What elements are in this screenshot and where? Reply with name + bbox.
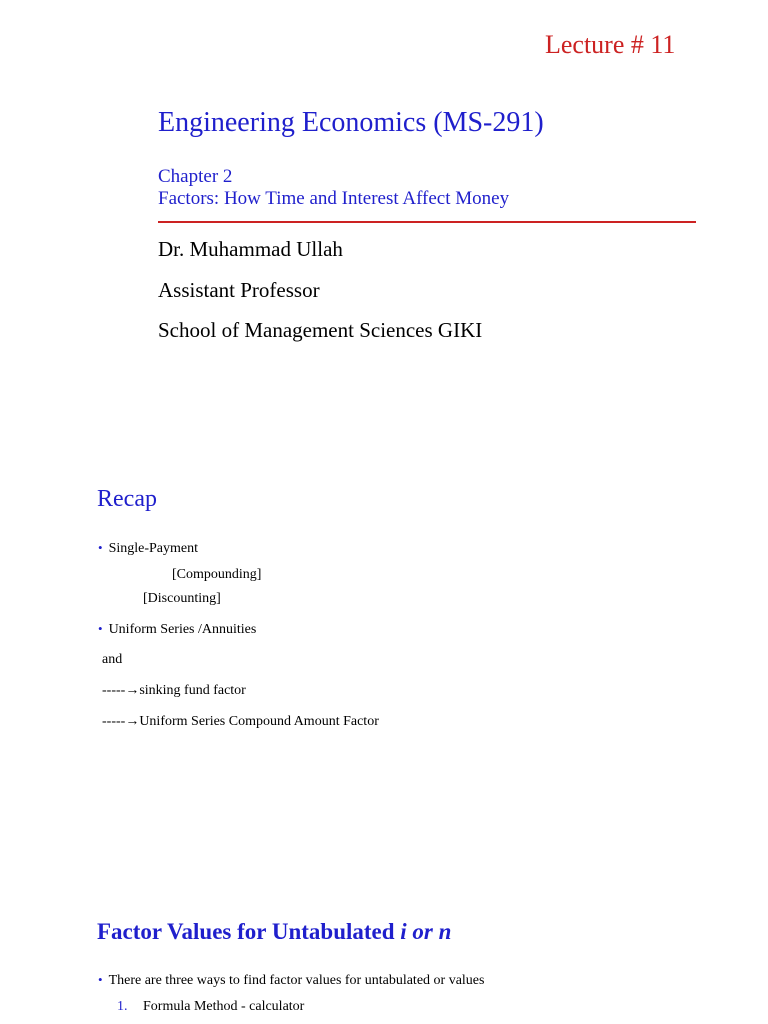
factor-bullet-item bbox=[98, 973, 484, 989]
item-number: 1. bbox=[117, 999, 128, 1014]
author-name: Dr. Muhammad Ullah bbox=[158, 237, 343, 261]
chapter-label: Chapter 2 bbox=[158, 166, 233, 187]
author-position: Assistant Professor bbox=[158, 278, 320, 302]
recap-item-text: and bbox=[102, 652, 123, 667]
recap-arrow-item bbox=[102, 714, 379, 730]
recap-subitem bbox=[172, 567, 261, 583]
recap-item-text: Single-Payment bbox=[108, 541, 198, 556]
recap-bullet-item bbox=[98, 622, 256, 638]
recap-item-text: [Compounding] bbox=[172, 567, 262, 582]
recap-heading: Recap bbox=[97, 486, 157, 512]
arrow-prefix: ----- bbox=[102, 714, 126, 729]
bullet-icon: • bbox=[98, 540, 103, 555]
recap-subitem bbox=[102, 652, 122, 668]
course-title: Engineering Economics (MS-291) bbox=[158, 107, 544, 138]
recap-subitem bbox=[143, 591, 221, 607]
recap-item-text: Uniform Series Compound Amount Factor bbox=[139, 714, 379, 729]
bullet-icon: • bbox=[98, 972, 103, 987]
factor-heading-main: Factor Values for Untabulated bbox=[97, 919, 401, 944]
title-divider bbox=[158, 221, 696, 223]
recap-arrow-item bbox=[102, 683, 246, 699]
recap-item-text: sinking fund factor bbox=[139, 683, 246, 698]
author-school: School of Management Sciences GIKI bbox=[158, 318, 483, 342]
numbered-item-text: Formula Method - calculator bbox=[143, 999, 305, 1014]
factor-heading bbox=[97, 919, 451, 945]
lecture-number: Lecture # 11 bbox=[545, 30, 676, 59]
arrow-right-icon: → bbox=[125, 714, 140, 729]
recap-bullet-item bbox=[98, 541, 198, 557]
recap-item-text: Uniform Series /Annuities bbox=[108, 622, 257, 637]
arrow-right-icon: → bbox=[125, 683, 140, 698]
bullet-icon: • bbox=[98, 621, 103, 636]
arrow-prefix: ----- bbox=[102, 683, 126, 698]
factor-bullet-text: There are three ways to find factor values for untabulated or values bbox=[108, 973, 485, 988]
recap-item-text: [Discounting] bbox=[143, 591, 221, 606]
factor-heading-italic: i or n bbox=[400, 919, 452, 944]
numbered-item bbox=[117, 999, 304, 1015]
chapter-topic: Factors: How Time and Interest Affect Money bbox=[158, 188, 510, 209]
